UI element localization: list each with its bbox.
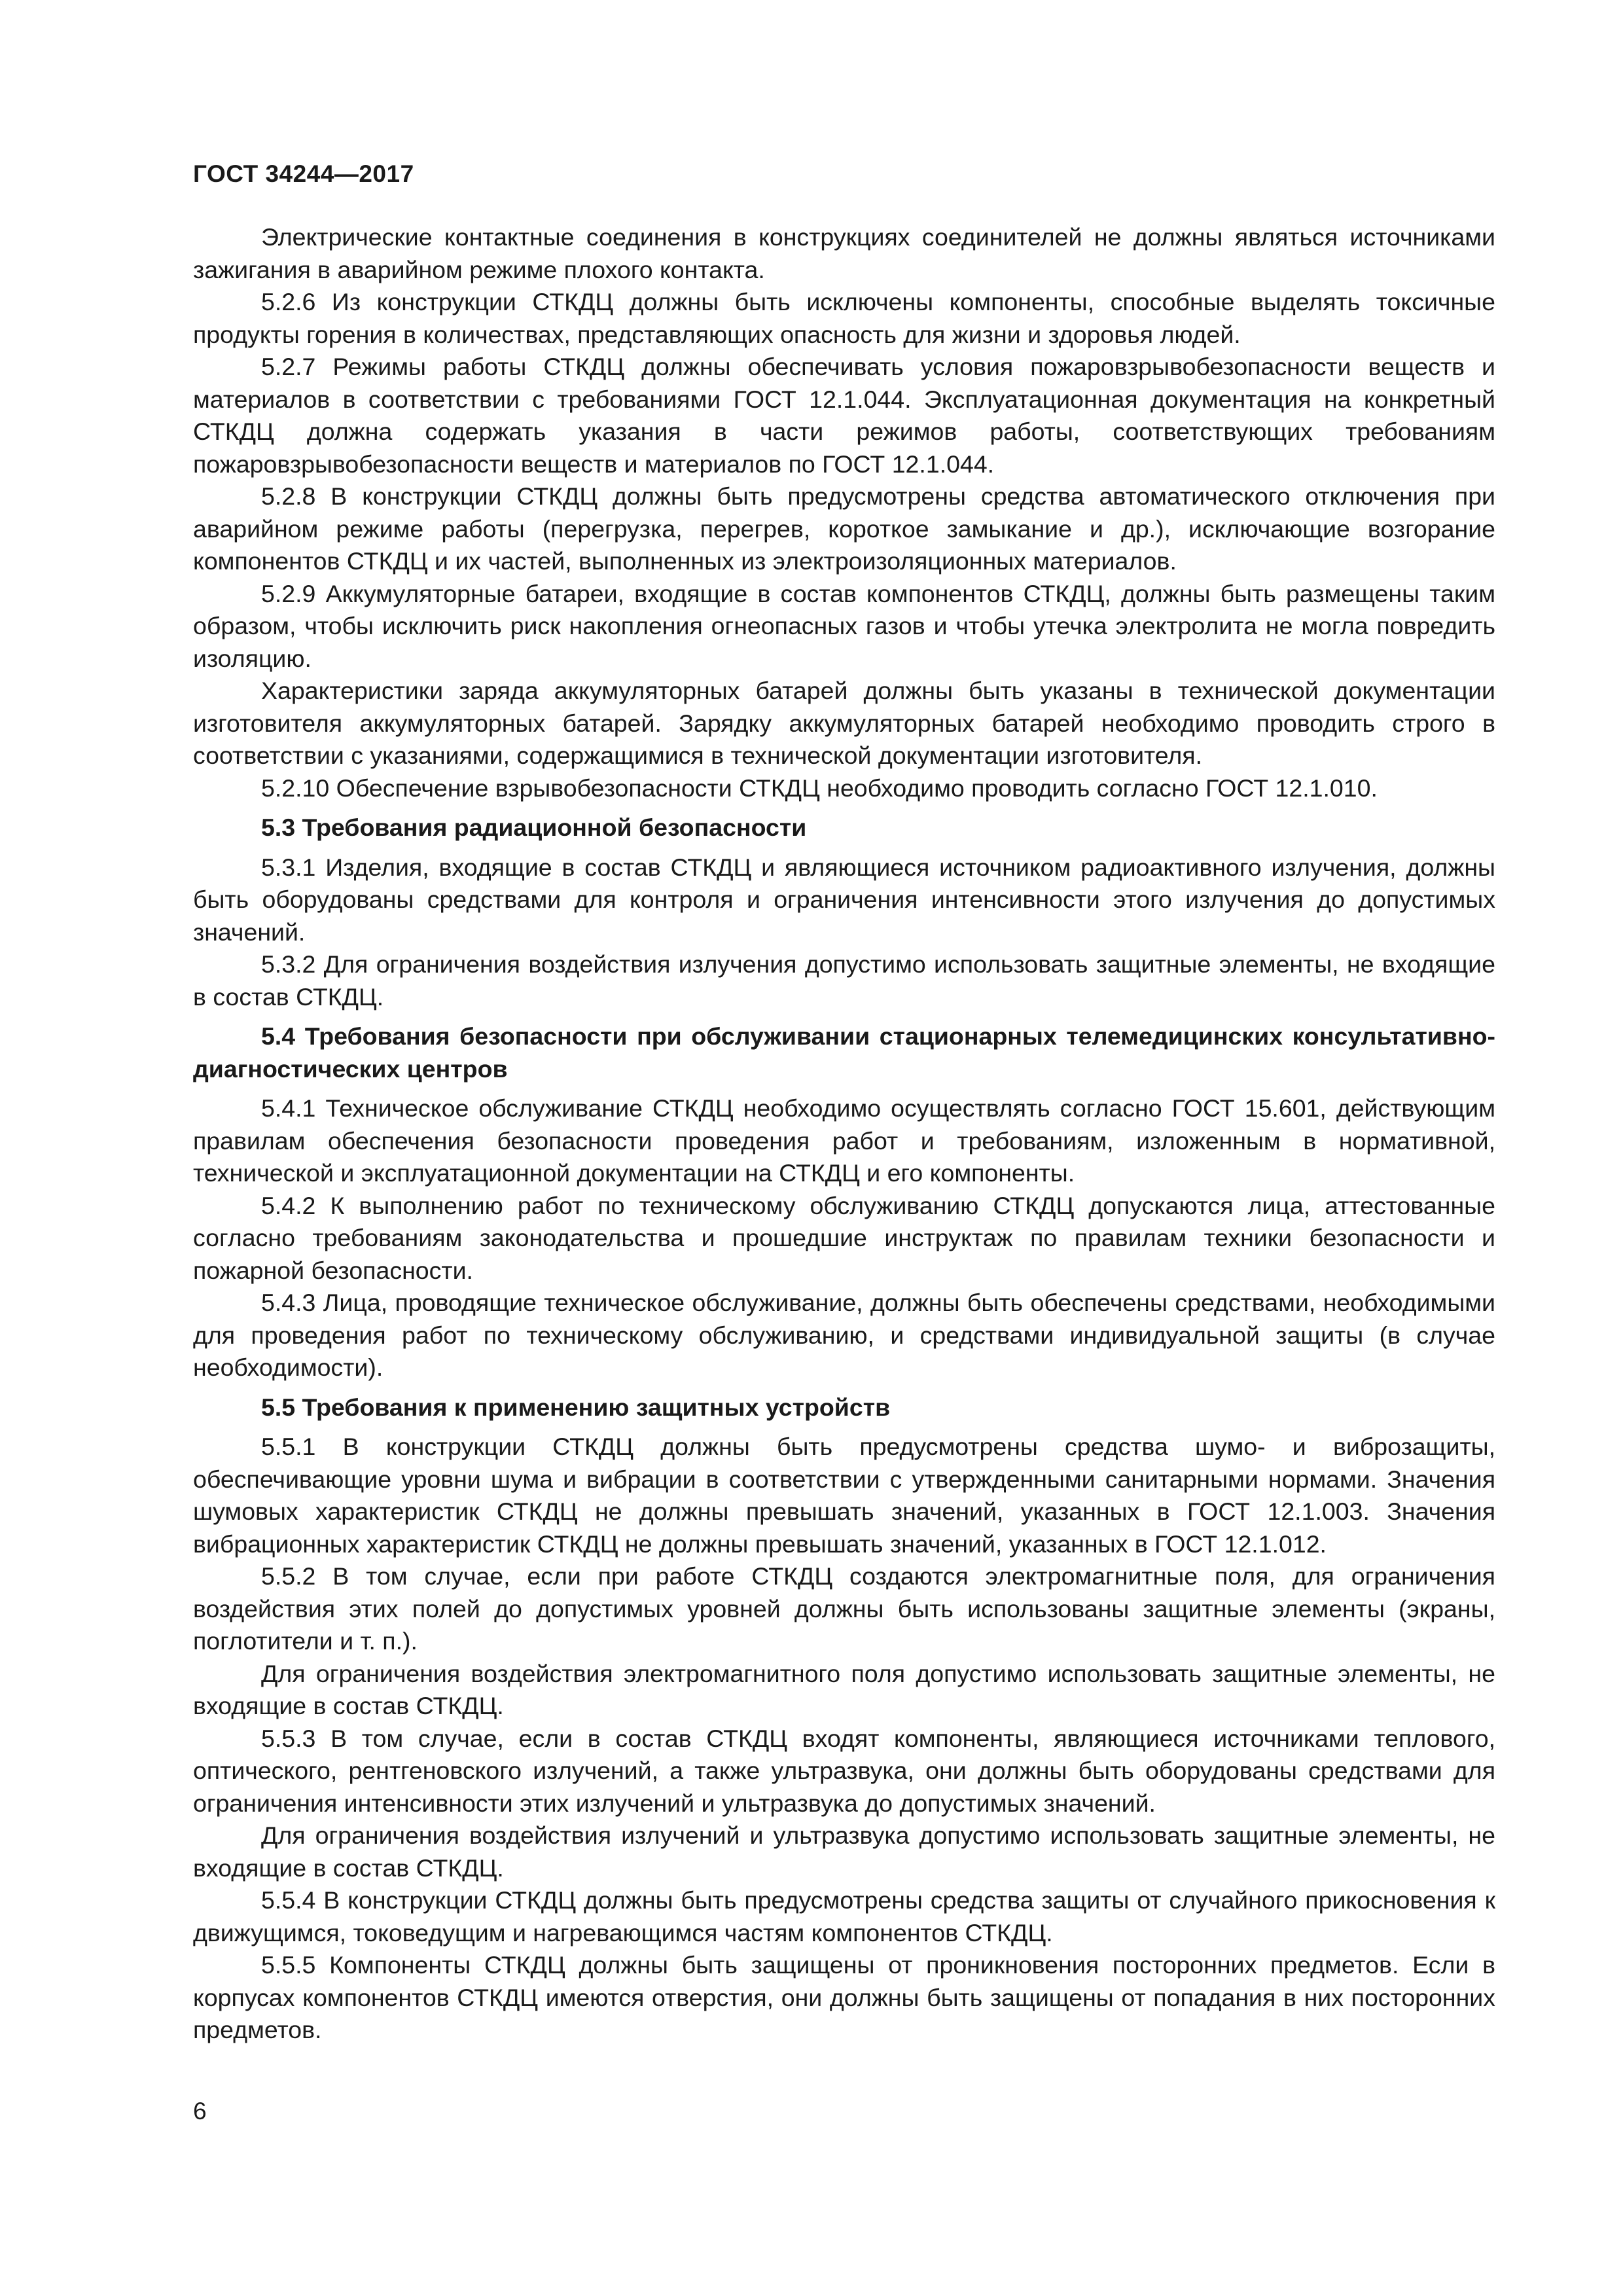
clause-5-5-5: 5.5.5 Компоненты СТКДЦ должны быть защищены от проникновения посторонних предметов. Если в корпусах компонентов СТКДЦ имеются отверстия, они должны быть защищены от попадания в них посторонних предметов. <box>193 1951 1495 2043</box>
paragraph: Электрические контактные соединения в конструкциях соединителей не должны являться источниками зажигания в аварийном режиме плохого контакта. <box>193 223 1495 283</box>
section-heading-5-4: 5.4 Требования безопасности при обслуживании стационарных телемедицинских консультативно-диагностических центров <box>193 1022 1495 1083</box>
clause-5-2-8: 5.2.8 В конструкции СТКДЦ должны быть предусмотрены средства автоматического отключения при аварийном режиме работы (перегрузка, перегрев, короткое замыкание и др.), исключающие возгорание компонентов СТКДЦ и их частей, выполненных из электроизоляционных материалов. <box>193 482 1495 575</box>
section-heading-5-3: 5.3 Требования радиационной безопасности <box>261 814 807 841</box>
clause-5-5-4: 5.5.4 В конструкции СТКДЦ должны быть предусмотрены средства защиты от случайного прикосновения к движущимся, токоведущим и нагревающимся частям компонентов СТКДЦ. <box>193 1886 1495 1946</box>
clause-5-3-2: 5.3.2 Для ограничения воздействия излучения допустимо использовать защитные элементы, не входящие в состав СТКДЦ. <box>193 950 1495 1011</box>
clause-5-5-2: 5.5.2 В том случае, если при работе СТКДЦ создаются электромагнитные поля, для ограничения воздействия этих полей до допустимых уровней должны быть использованы защитные элементы (экраны, поглотители и т. п.). <box>193 1562 1495 1655</box>
paragraph: Для ограничения воздействия излучений и ультразвука допустимо использовать защитные элементы, не входящие в состав СТКДЦ. <box>193 1821 1495 1882</box>
clause-5-4-3: 5.4.3 Лица, проводящие техническое обслуживание, должны быть обеспечены средствами, необходимыми для проведения работ по техническому обслуживанию, и средствами индивидуальной защиты (в случае необходимости). <box>193 1289 1495 1381</box>
clause-5-5-1: 5.5.1 В конструкции СТКДЦ должны быть предусмотрены средства шумо- и виброзащиты, обеспечивающие уровни шума и вибрации в соответствии с утвержденными санитарными нормами. Значения шумовых характеристик СТКДЦ не должны превышать значений, указанных в ГОСТ 12.1.003. Значения вибрационных характеристик СТКДЦ не должны превышать значений, указанных в ГОСТ 12.1.012. <box>193 1433 1495 1558</box>
clause-5-4-1: 5.4.1 Техническое обслуживание СТКДЦ необходимо осуществлять согласно ГОСТ 15.601, действующим правилам обеспечения безопасности проведения работ и требованиям, изложенным в нормативной, технической и эксплуатационной документации на СТКДЦ и его компоненты. <box>193 1094 1495 1187</box>
clause-5-2-9: 5.2.9 Аккумуляторные батареи, входящие в состав компонентов СТКДЦ, должны быть размещены таким образом, чтобы исключить риск накопления огнеопасных газов и чтобы утечка электролита не могла повредить изоляцию. <box>193 579 1495 672</box>
clause-5-4-2: 5.4.2 К выполнению работ по техническому обслуживанию СТКДЦ допускаются лица, аттестованные согласно требованиям законодательства и прошедшие инструктаж по правилам техники безопасности и пожарной безопасности. <box>193 1191 1495 1284</box>
clause-5-3-1: 5.3.1 Изделия, входящие в состав СТКДЦ и являющиеся источником радиоактивного излучения, должны быть оборудованы средствами для контроля и ограничения интенсивности этого излучения до допустимых значений. <box>193 853 1495 946</box>
section-heading-5-5: 5.5 Требования к применению защитных устройств <box>261 1393 891 1421</box>
document-code: ГОСТ 34244—2017 <box>193 160 414 187</box>
page-number: 6 <box>193 2098 207 2125</box>
paragraph: Для ограничения воздействия электромагнитного поля допустимо использовать защитные элементы, не входящие в состав СТКДЦ. <box>193 1659 1495 1719</box>
document-body <box>193 221 1495 2047</box>
clause-5-2-7: 5.2.7 Режимы работы СТКДЦ должны обеспечивать условия пожаровзрывобезопасности веществ и материалов в соответствии с требованиями ГОСТ 12.1.044. Эксплуатационная документация на конкретный СТКДЦ должна содержать указания в части режимов работы, соответствующих требованиям пожаровзрывобезопасности веществ и материалов по ГОСТ 12.1.044. <box>193 353 1495 478</box>
clause-5-5-3: 5.5.3 В том случае, если в состав СТКДЦ входят компоненты, являющиеся источниками теплового, оптического, рентгеновского излучений, а также ультразвука, они должны быть оборудованы средствами для ограничения интенсивности этих излучений и ультразвука до допустимых значений. <box>193 1724 1495 1817</box>
clause-5-2-10: 5.2.10 Обеспечение взрывобезопасности СТКДЦ необходимо проводить согласно ГОСТ 12.1.010. <box>261 774 1378 802</box>
clause-5-2-6: 5.2.6 Из конструкции СТКДЦ должны быть исключены компоненты, способные выделять токсичные продукты горения в количествах, представляющих опасность для жизни и здоровья людей. <box>193 288 1495 348</box>
paragraph: Характеристики заряда аккумуляторных батарей должны быть указаны в технической документации изготовителя аккумуляторных батарей. Зарядку аккумуляторных батарей необходимо проводить строго в соответствии с указаниями, содержащимися в технической документации изготовителя. <box>193 677 1495 769</box>
